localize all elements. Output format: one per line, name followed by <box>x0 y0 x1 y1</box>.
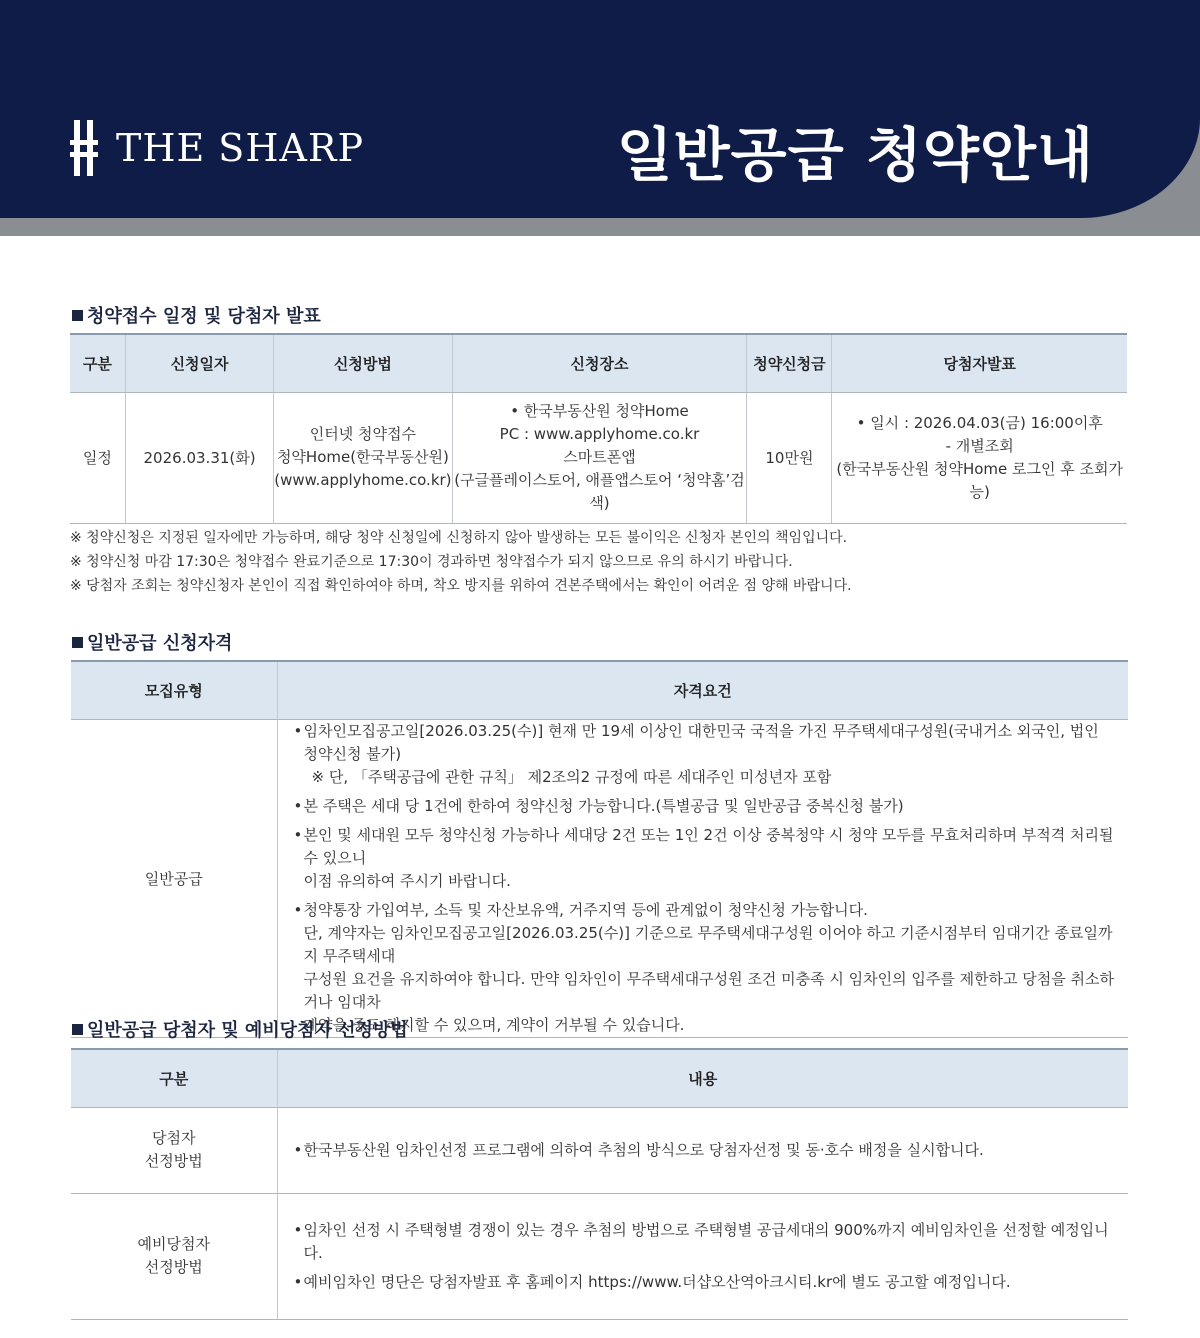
applyhome-pc-link[interactable]: PC : www.applyhome.co.kr <box>499 425 700 443</box>
note-item: ※ 당첨자 조회는 청약신청자 본인이 직접 확인하여야 하며, 착오 방지를 위하여 견본주택에서는 확인이 어려운 점 양해 바랍니다. <box>70 578 852 594</box>
table-row <box>71 719 1128 1037</box>
homepage-link[interactable]: 예비임차인 명단은 당첨자발표 후 홈페이지 https://www.더샵오산역아크시티.kr에 별도 공고할 예정입니다. <box>303 1272 1011 1291</box>
list-item: • 본 주택은 세대 당 1건에 한하여 청약신청 가능합니다.(특별공급 및 일반공급 중복신청 불가) <box>293 796 904 815</box>
schedule-notes <box>70 526 852 598</box>
list-item: • 임차인 선정 시 주택형별 경쟁이 있는 경우 추첨의 방법으로 주택형별 공급세대의 900%까지 예비임차인을 선정할 예정입니다. <box>293 1220 1109 1262</box>
winner-selection-label: 당첨자 선정방법 <box>71 1107 277 1193</box>
table-header-row <box>71 1049 1128 1107</box>
square-bullet-icon <box>72 637 83 648</box>
schedule-place: • 한국부동산원 청약Home PC : www.applyhome.co.kr 스마트폰앱 (구글플레이스토어, 애플앱스토어 ‘청약홈’검색) <box>452 392 747 523</box>
col-header-type: 구분 <box>70 334 125 392</box>
table-header-row <box>70 334 1127 392</box>
recruit-type: 일반공급 <box>71 719 277 1037</box>
schedule-announce: • 일시 : 2026.04.03(금) 16:00이후 - 개별조회 (한국부동산원 청약Home 로그인 후 조회가능) <box>832 392 1127 523</box>
schedule-deposit: 10만원 <box>747 392 832 523</box>
square-bullet-icon <box>72 1024 83 1035</box>
requirements <box>277 719 1128 1037</box>
schedule-method: 인터넷 청약접수 청약Home(한국부동산원) (www.applyhome.co.kr) <box>274 392 452 523</box>
page-header <box>0 0 1200 236</box>
table-row <box>71 1193 1128 1319</box>
selection-table <box>71 1048 1128 1320</box>
square-bullet-icon <box>72 310 83 321</box>
header-banner <box>0 0 1200 218</box>
section-schedule-title: 청약접수 일정 및 당첨자 발표 <box>72 302 321 328</box>
col-header-deposit: 청약신청금 <box>747 334 832 392</box>
schedule-table <box>70 333 1127 524</box>
col-header-requirements: 자격요건 <box>277 661 1128 719</box>
section-selection-title: 일반공급 당첨자 및 예비당첨자 선정방법 <box>72 1016 408 1042</box>
winner-selection-content <box>277 1107 1128 1193</box>
col-header-place: 신청장소 <box>452 334 747 392</box>
table-row <box>70 392 1127 523</box>
applyhome-link[interactable]: (www.applyhome.co.kr) <box>274 471 452 489</box>
list-item: • 청약통장 가입여부, 소득 및 자산보유액, 거주지역 등에 관계없이 청약신청 가능합니다. 단, 계약자는 임차인모집공고일[2026.03.25(수)] 기준으로 무주택세대구성원 이어야 하고 기준시점부터 임대기간 종료일까지 무주택세대 구성원 요건을 유지하여야 합니다. 만약 임차인이 무주택세대구성원 조건 미충족 시 임차인의 입주를 제한하고 당첨을 취소하거나 임대차 계약을 중도 해지할 수 있으며, 계약이 거부될 수 있습니다. <box>293 900 1115 1034</box>
reserve-selection-content <box>277 1193 1128 1319</box>
table-header-row <box>71 661 1128 719</box>
col-header-recruit-type: 모집유형 <box>71 661 277 719</box>
col-header-content: 내용 <box>277 1049 1128 1107</box>
eligibility-table <box>71 660 1128 1038</box>
page-title: 일반공급 청약안내 <box>616 121 1094 189</box>
table-row <box>71 1107 1128 1193</box>
note-item: ※ 청약신청 마감 17:30은 청약접수 완료기준으로 17:30이 경과하면 청약접수가 되지 않으므로 유의 하시기 바랍니다. <box>70 554 793 570</box>
schedule-type: 일정 <box>70 392 125 523</box>
note-item: ※ 청약신청은 지정된 일자에만 가능하며, 해당 청약 신청일에 신청하지 않아 발생하는 모든 불이익은 신청자 본인의 책임입니다. <box>70 530 848 546</box>
section-eligibility-title: 일반공급 신청자격 <box>72 629 232 655</box>
col-header-date: 신청일자 <box>125 334 273 392</box>
col-header-method: 신청방법 <box>274 334 452 392</box>
schedule-date: 2026.03.31(화) <box>125 392 273 523</box>
sharp-logo-icon <box>70 120 98 176</box>
col-header-category: 구분 <box>71 1049 277 1107</box>
list-item: • 예비임차인 명단은 당첨자발표 후 홈페이지 https://www.더샵오산역아크시티.kr에 별도 공고할 예정입니다. <box>294 1271 1119 1294</box>
col-header-announce: 당첨자발표 <box>832 334 1127 392</box>
list-item: • 임차인모집공고일[2026.03.25(수)] 현재 만 19세 이상인 대한민국 국적을 가진 무주택세대구성원(국내거소 외국인, 법인 청약신청 불가) ※ 단, 「주택공급에 관한 규칙」 제2조의2 규정에 따른 세대주인 미성년자 포함 <box>293 721 1099 786</box>
list-item: • 한국부동산원 임차인선정 프로그램에 의하여 추첨의 방식으로 당첨자선정 및 동·호수 배정을 실시합니다. <box>293 1140 984 1159</box>
list-item: • 본인 및 세대원 모두 청약신청 가능하나 세대당 2건 또는 1인 2건 이상 중복청약 시 청약 모두를 무효처리하며 부적격 처리될 수 있으니 이점 유의하여 주시기 바랍니다. <box>293 825 1114 890</box>
reserve-selection-label: 예비당첨자 선정방법 <box>71 1193 277 1319</box>
brand-name: THE SHARP <box>116 126 365 170</box>
brand-logo <box>70 120 364 176</box>
